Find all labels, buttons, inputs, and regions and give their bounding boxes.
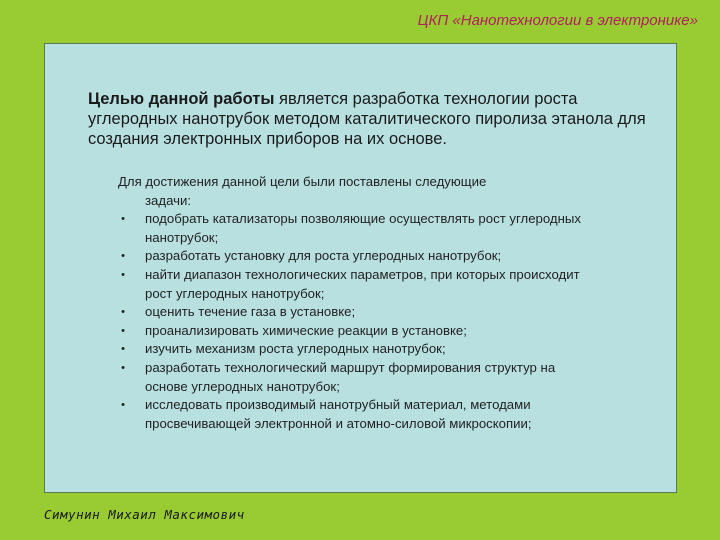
task-item (118, 340, 598, 359)
task-item (118, 322, 598, 341)
tasks-lead (118, 173, 598, 210)
task-item (118, 247, 598, 266)
tasks-block (118, 173, 598, 433)
bullet-icon: • (121, 343, 125, 356)
bullet-icon: • (121, 268, 125, 281)
bullet-icon: • (121, 213, 125, 226)
task-item (118, 303, 598, 322)
task-item (118, 359, 598, 396)
bullet-icon: • (121, 399, 125, 412)
tasks-lead-line1: Для достижения данной цели были поставлены следующие (118, 174, 487, 189)
bullet-icon: • (121, 324, 125, 337)
task-text: исследовать производимый нанотрубный материал, методами просвечивающей электронной и атомно-силовой микроскопии; (145, 397, 532, 431)
task-item (118, 396, 598, 433)
goal-statement-bold: Целью данной работы (88, 90, 275, 108)
task-text: изучить механизм роста углеродных нанотрубок; (145, 341, 446, 357)
task-text: найти диапазон технологических параметров, при которых происходит рост углеродных нанотрубок; (145, 266, 580, 301)
task-text: оценить течение газа в установке; (145, 304, 356, 320)
task-item (118, 266, 598, 303)
task-text: разработать технологический маршрут формирования структур на основе углеродных нанотрубок; (145, 359, 556, 394)
task-text: разработать установку для роста углеродных нанотрубок; (145, 248, 502, 264)
bullet-icon: • (121, 306, 125, 319)
tasks-lead-line2: задачи: (145, 192, 192, 208)
bullet-icon: • (121, 361, 125, 374)
task-text: проанализировать химические реакции в установке; (145, 322, 467, 338)
author-signature: Симунин Михаил Максимович (44, 507, 245, 522)
task-item (118, 210, 598, 247)
slide-header-title: ЦКП «Нанотехнологии в электронике» (417, 12, 698, 29)
task-text: подобрать катализаторы позволяющие осуществлять рост углеродных нанотрубок; (145, 211, 581, 245)
goal-statement-text: является разработка технологии роста углеродных нанотрубок методом каталитического пиролиза этанола для создания электронных приборов на их основе. (88, 90, 646, 148)
goal-statement (88, 89, 648, 149)
bullet-icon: • (121, 250, 125, 263)
tasks-list (118, 210, 598, 433)
content-panel (44, 43, 677, 493)
